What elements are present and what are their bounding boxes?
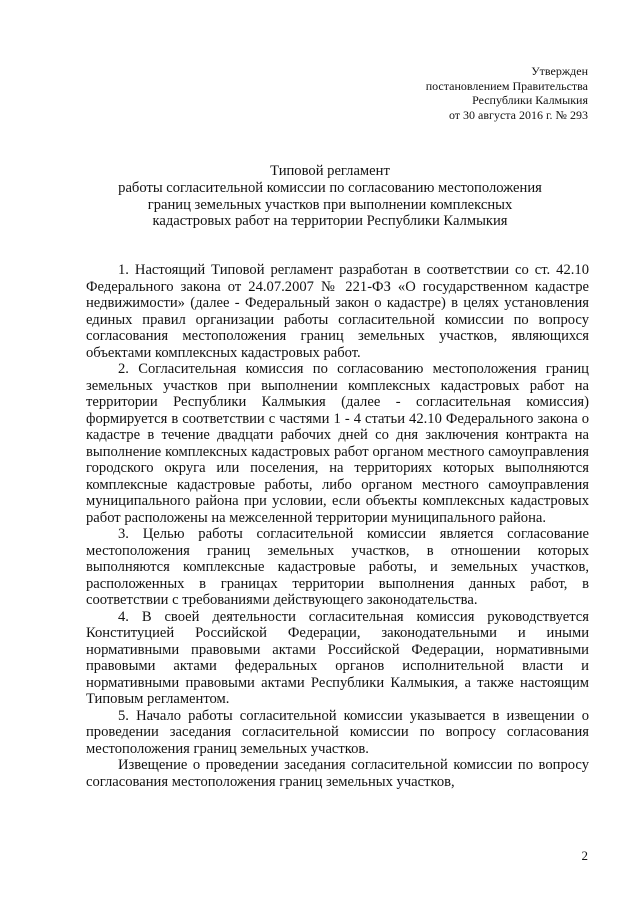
title-line: Типовой регламент [270,163,390,179]
approval-line: Утвержден [531,64,588,78]
title-line: кадастровых работ на территории Республики Калмыкия [152,213,508,230]
paragraph: 5. Начало работы согласительной комиссии указывается в извещении о проведении заседания согласительной комиссии по вопросу согласования местоположения границ земельных участков. [86,707,589,757]
paragraph: 1. Настоящий Типовой регламент разработан в соответствии со ст. 42.10 Федерального закона от 24.07.2007 № 221-ФЗ «О государственном кадастре недвижимости» (далее - Федеральный закон о кадастре) в целях установления единых правил организации работы согласительной комиссии по вопросу согласования местоположения границ земельных участков, являющихся объектами комплексных кадастровых работ. [86,262,589,361]
paragraph: Извещение о проведении заседания согласительной комиссии по вопросу согласования местоположения границ земельных участков, [86,757,589,790]
approval-line: Республики Калмыкия [472,93,588,108]
approval-line: от 30 августа 2016 г. № 293 [448,107,588,122]
document-body [86,262,589,790]
page-number: 2 [581,848,588,863]
paragraph: 4. В своей деятельности согласительная комиссия руководствуется Конституцией Российской Федерации, законодательными и иными нормативными правовыми актами Российской Федерации, нормативными правовыми актами федеральных органов исполнительной власти и нормативными правовыми актами Республики Калмыкия, а также настоящим Типовым регламентом. [86,608,589,707]
approval-block [328,64,588,122]
title-line: границ земельных участков при выполнении комплексных [147,196,513,213]
approval-line: постановлением Правительства [425,78,588,93]
paragraph: 3. Целью работы согласительной комиссии является согласование местоположения границ земельных участков, в отношении которых выполняются комплексные кадастровые работы, и земельных участков, расположенных в границах территории выполнения данных работ, в соответствии с требованиями действующего законодательства. [86,526,589,608]
document-title [60,163,600,230]
paragraph: 2. Согласительная комиссия по согласованию местоположения границ земельных участков при выполнении комплексных кадастровых работ на территории Республики Калмыкия (далее - согласительная комиссия) формируется в соответствии с частями 1 - 4 статьи 42.10 Федерального закона о кадастре в течение двадцати рабочих дней со дня заключения контракта на выполнение комплексных кадастровых работ органом местного самоуправления городского округа или поселения, на территориях которых выполняются комплексные кадастровые работы, либо органом местного самоуправления муниципального района при условии, если объекты комплексных кадастровых работ расположены на межселенной территории муниципального района. [86,361,589,526]
title-line: работы согласительной комиссии по согласованию местоположения [118,179,542,196]
